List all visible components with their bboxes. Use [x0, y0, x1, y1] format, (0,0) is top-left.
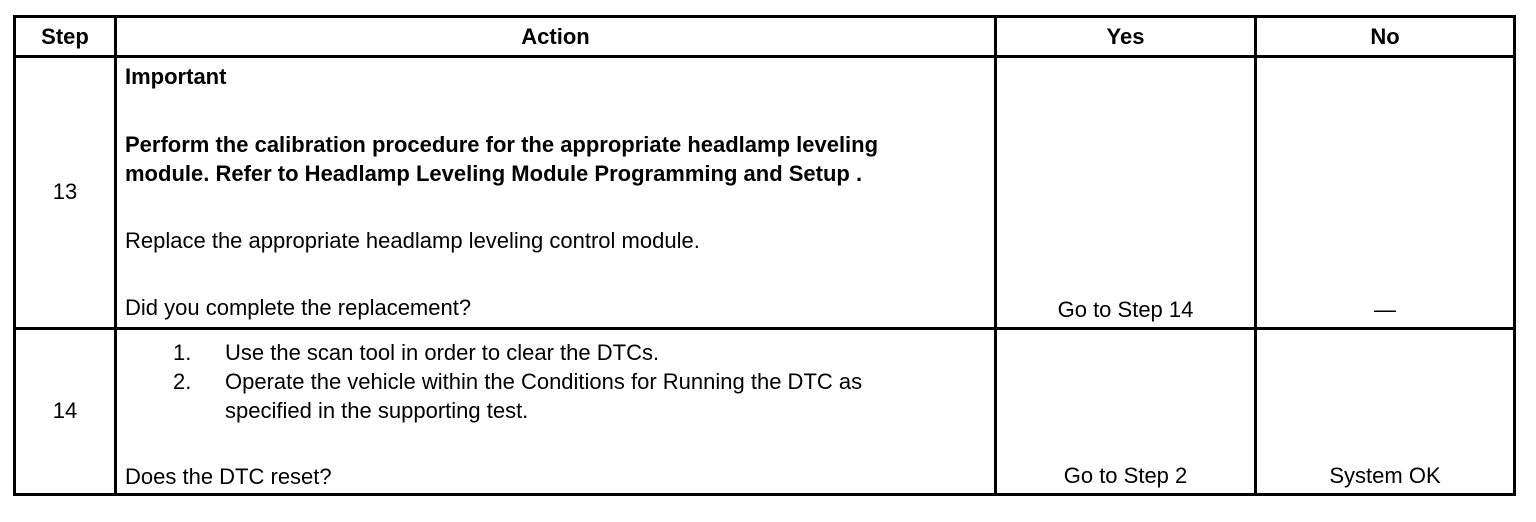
step-number: 14 [15, 328, 116, 494]
list-item-text: Operate the vehicle within the Conditions for Running the DTC as [225, 368, 863, 394]
header-step: Step [15, 17, 116, 57]
header-no: No [1256, 17, 1515, 57]
table-row [15, 328, 1515, 494]
procedure-list [125, 338, 986, 425]
question-text: Did you complete the replacement? [125, 295, 472, 320]
header-action: Action [116, 17, 996, 57]
step-number: 13 [15, 57, 116, 329]
list-item [125, 338, 986, 367]
no-result: — [1256, 57, 1515, 329]
list-item-number: 1. [173, 339, 192, 365]
important-label: Important [125, 64, 227, 89]
yes-result: Go to Step 14 [996, 57, 1256, 329]
list-item [125, 367, 986, 425]
header-row [15, 17, 1515, 57]
question-text: Does the DTC reset? [125, 463, 332, 489]
list-item-number: 2. [173, 368, 192, 394]
list-item-text: Use the scan tool in order to clear the DTCs. [225, 339, 660, 365]
table-row [15, 57, 1515, 329]
yes-result: Go to Step 2 [996, 328, 1256, 494]
important-note-line1: Perform the calibration procedure for the appropriate headlamp leveling [125, 132, 879, 157]
diagnostic-table [13, 15, 1516, 496]
instruction-text: Replace the appropriate headlamp leveling control module. [125, 228, 700, 253]
action-cell [116, 57, 996, 329]
action-cell [116, 328, 996, 494]
list-item-text-continued: specified in the supporting test. [225, 397, 529, 423]
no-result: System OK [1256, 328, 1515, 494]
header-yes: Yes [996, 17, 1256, 57]
important-note-line2: module. Refer to Headlamp Leveling Module Programming and Setup . [125, 161, 863, 186]
